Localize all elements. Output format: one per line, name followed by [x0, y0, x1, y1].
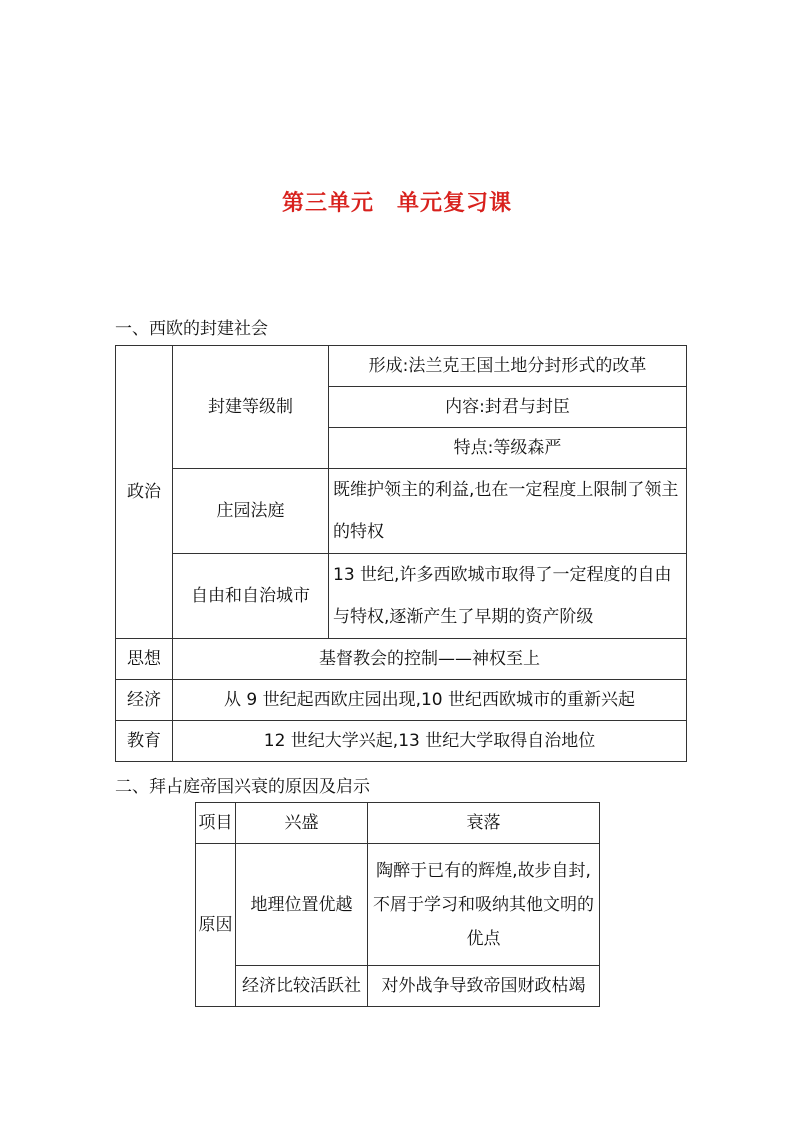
feudal-society-table [115, 345, 687, 762]
byzantine-table [195, 802, 600, 1007]
education-value: 12 世纪大学兴起,13 世纪大学取得自治地位 [173, 721, 687, 762]
section-heading-feudal-society: 一、西欧的封建社会 [115, 319, 268, 339]
thought-value: 基督教会的控制——神权至上 [173, 639, 687, 680]
free-cities-desc: 13 世纪,许多西欧城市取得了一定程度的自由与特权,逐渐产生了早期的资产阶级 [329, 554, 687, 639]
politics-label: 政治 [116, 346, 173, 639]
header-decline: 衰落 [368, 803, 600, 844]
thought-label: 思想 [116, 639, 173, 680]
page-title: 第三单元 单元复习课 [281, 191, 512, 216]
education-label: 教育 [116, 721, 173, 762]
feudal-feature: 特点:等级森严 [329, 428, 687, 469]
rise-reason: 地理位置优越 [236, 844, 368, 966]
header-rise: 兴盛 [236, 803, 368, 844]
section-heading-byzantine: 二、拜占庭帝国兴衰的原因及启示 [115, 777, 370, 797]
rise-reason: 经济比较活跃社 [236, 966, 368, 1007]
feudal-formation: 形成:法兰克王国土地分封形式的改革 [329, 346, 687, 387]
manor-court-desc: 既维护领主的利益,也在一定程度上限制了领主的特权 [329, 469, 687, 554]
free-cities-label: 自由和自治城市 [173, 554, 329, 639]
manor-court-label: 庄园法庭 [173, 469, 329, 554]
economy-label: 经济 [116, 680, 173, 721]
economy-value: 从 9 世纪起西欧庄园出现,10 世纪西欧城市的重新兴起 [173, 680, 687, 721]
reason-label: 原因 [196, 844, 236, 1007]
header-item: 项目 [196, 803, 236, 844]
feudal-hierarchy-label: 封建等级制 [173, 346, 329, 469]
decline-reason: 陶醉于已有的辉煌,故步自封,不屑于学习和吸纳其他文明的优点 [368, 844, 600, 966]
feudal-content: 内容:封君与封臣 [329, 387, 687, 428]
decline-reason: 对外战争导致帝国财政枯竭 [368, 966, 600, 1007]
